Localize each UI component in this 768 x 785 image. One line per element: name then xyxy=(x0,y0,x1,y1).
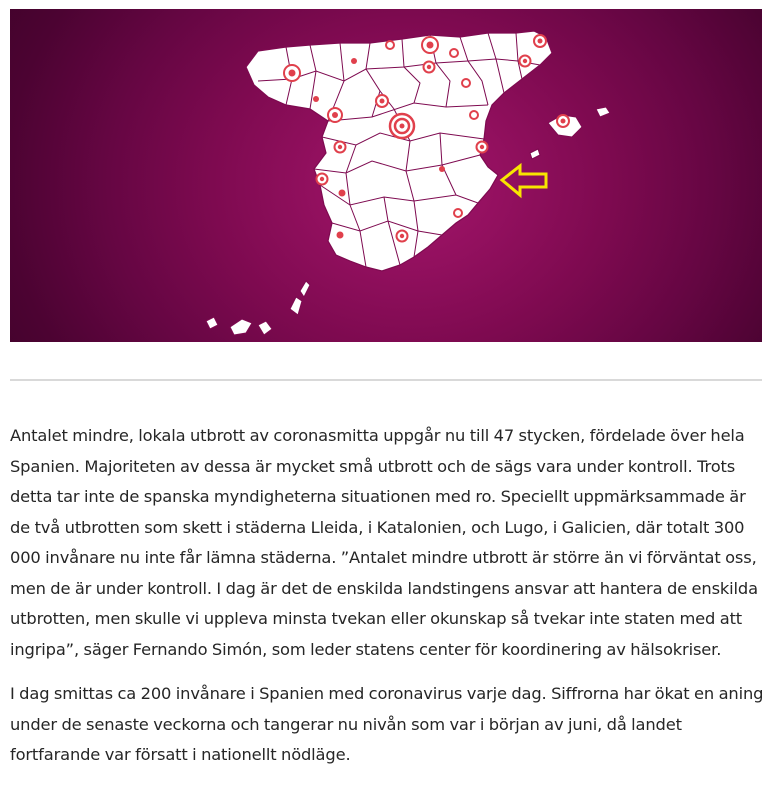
outbreak-dot xyxy=(462,79,470,87)
outbreak-target-icon xyxy=(284,65,300,81)
outbreak-target-icon xyxy=(328,108,342,122)
balearic-islands-map xyxy=(530,107,610,159)
outbreak-target-icon xyxy=(335,142,346,153)
outbreak-target-icon xyxy=(390,114,414,138)
outbreak-dot xyxy=(470,111,478,119)
outbreak-target-icon xyxy=(376,95,388,107)
arrow-left-icon xyxy=(502,166,546,195)
outbreak-dot xyxy=(313,96,319,102)
outbreak-target-icon xyxy=(534,35,546,47)
outbreak-dot xyxy=(339,190,346,197)
section-divider xyxy=(10,379,762,381)
outbreak-target-icon xyxy=(317,174,328,185)
outbreak-dot xyxy=(386,41,394,49)
outbreak-dot xyxy=(337,232,344,239)
hero-image xyxy=(10,9,762,342)
outbreak-target-icon xyxy=(422,37,438,53)
outbreak-dot xyxy=(450,49,458,57)
article-paragraph: Antalet mindre, lokala utbrott av coronasmitta uppgår nu till 47 stycken, fördelade över hela Spanien. Majoriteten av dessa är mycket små utbrott och de sägs vara under kontroll. Trots detta tar inte de spanska myndigheterna situationen med ro. Speciellt uppmärksammade är de två utbrotten som skett i städerna Lleida, i Katalonien, och Lugo, i Galicien, där totalt 300 000 invånare nu inte får lämna städerna. ”Antalet mindre utbrott är större än vi förväntat oss, men de är under kontroll. I dag är det de enskilda landstingens ansvar att hantera de enskilda utbrotten, men skulle vi uppleva minsta tvekan eller okunskap så tvekar inte staten med att ingripa”, säger Fernando Simón, som leder statens center för koordinering av hälsokriser. xyxy=(10,426,758,659)
outbreak-dot xyxy=(439,166,445,172)
canary-islands-map xyxy=(206,281,310,335)
article-paragraph: I dag smittas ca 200 invånare i Spanien med coronavirus varje dag. Siffrorna har ökat en aning under de senaste veckorna och tangerar nu nivån som var i början av juni, då landet fortfarande var försatt i nationellt nödläge. xyxy=(10,684,764,764)
article-body xyxy=(10,421,766,785)
outbreak-dot xyxy=(351,58,357,64)
outbreak-target-icon xyxy=(424,62,435,73)
outbreak-dot xyxy=(454,209,462,217)
outbreak-target-icon xyxy=(557,115,569,127)
outbreak-target-icon xyxy=(520,56,531,67)
spain-map-illustration xyxy=(10,9,762,342)
outbreak-target-icon xyxy=(477,142,488,153)
outbreak-target-icon xyxy=(397,231,408,242)
